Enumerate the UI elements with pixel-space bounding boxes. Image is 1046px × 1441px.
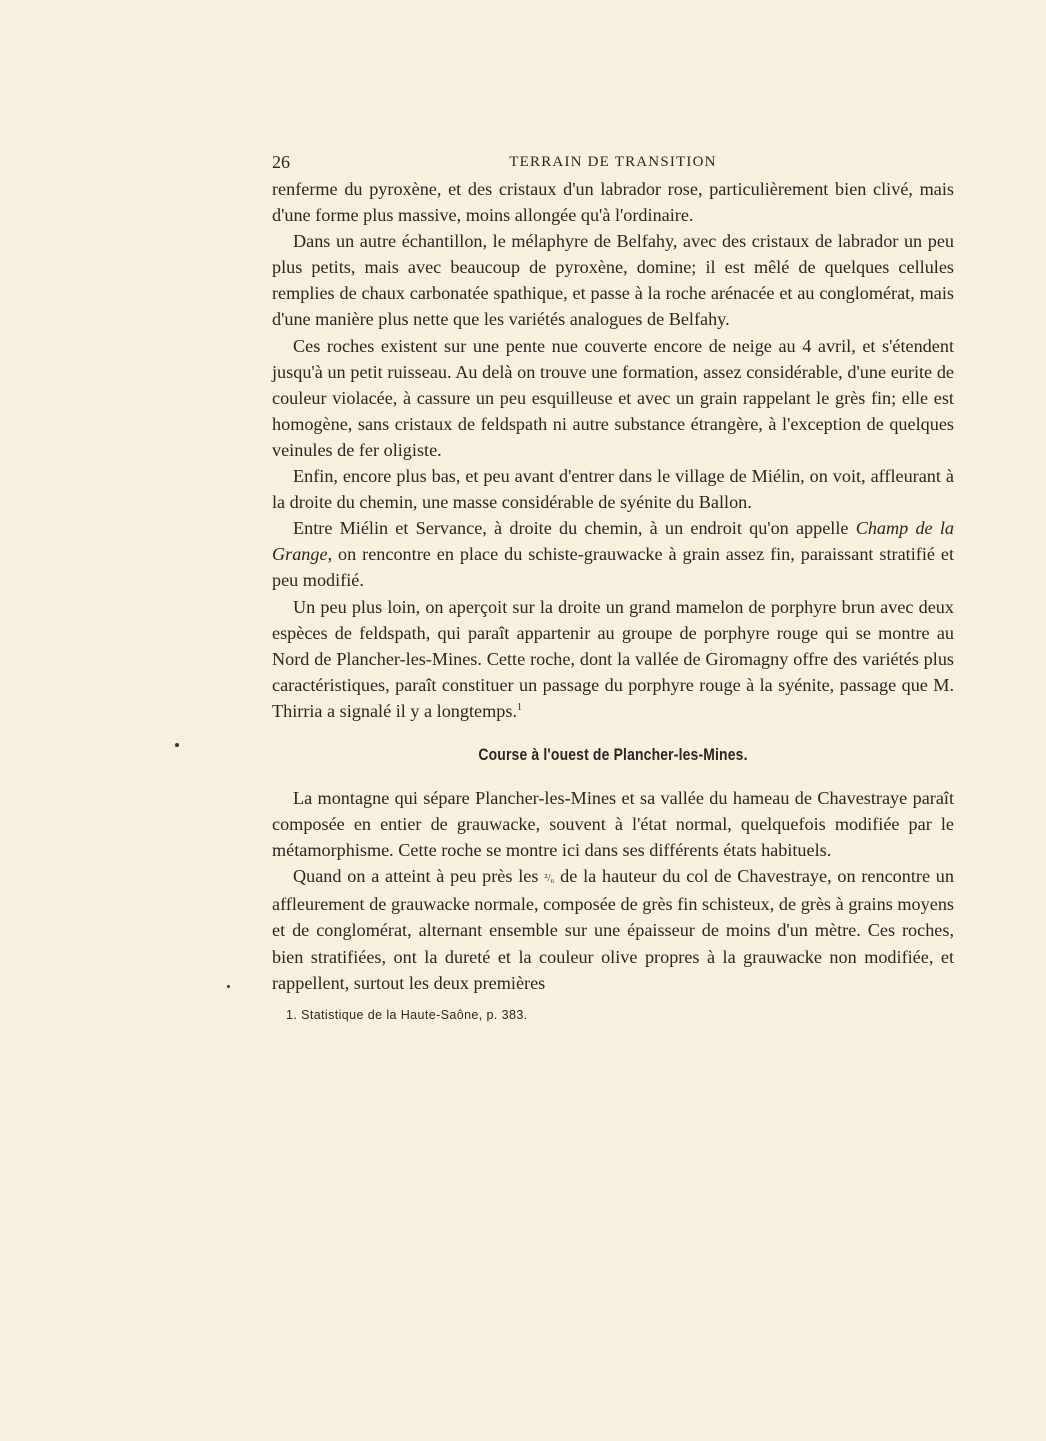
fraction: ²/₆ <box>544 872 555 885</box>
margin-speck <box>227 985 230 988</box>
text-run: Entre Miélin et Servance, à droite du chemin, à un endroit qu'on appelle <box>293 518 856 539</box>
italic-place-name: Champ de la Grange <box>272 518 954 565</box>
footnote-marker: 1 <box>516 701 522 713</box>
text-run: de la hauteur du col de Chavestraye, on rencontre un affleurement de grauwacke normale, composée de grès fin schisteux, de grès à grains moyens et de conglomérat, alternant ensemble sur une épaisseur de moins d'un mètre. Ces roches, bien stratifiées, ont la dureté et la couleur olive propres à la grauwacke non modifiée, et rappellent, surtout les deux premières <box>272 866 954 993</box>
text-run: renferme du pyroxène, et des cristaux d'un labrador rose, particulièrement bien clivé, mais d'une forme plus massive, moins allongée qu'à l'ordinaire. <box>272 179 954 226</box>
text-run: , on rencontre en place du schiste-grauwacke à grain assez fin, paraissant stratifié et peu modifié. <box>272 544 954 591</box>
paragraph <box>272 594 954 724</box>
footnote: 1. Statistique de la Haute-Saône, p. 383. <box>286 1007 528 1022</box>
paragraph <box>272 515 954 593</box>
margin-speck <box>175 743 179 747</box>
paragraph <box>272 785 954 863</box>
paragraph <box>272 176 954 228</box>
running-head <box>272 150 954 176</box>
paragraphs-before-heading <box>272 176 954 724</box>
paragraph <box>272 228 954 332</box>
paragraph <box>272 463 954 515</box>
text-run: La montagne qui sépare Plancher-les-Mines et sa vallée du hameau de Chavestraye paraît composée en entier de grauwacke, souvent à l'état normal, quelquefois modifiée par le métamorphisme. Cette roche se montre ici dans ses différents états habituels. <box>272 787 954 861</box>
section-heading: Course à l'ouest de Plancher-les-Mines. <box>478 744 748 764</box>
running-title: TERRAIN DE TRANSITION <box>509 154 717 170</box>
paragraph <box>272 863 954 995</box>
text-run: Dans un autre échantillon, le mélaphyre de Belfahy, avec des cristaux de labrador un peu plus petits, mais avec beaucoup de pyroxène, domine; il est mêlé de quelques cellules remplies de chaux carbonatée spathique, et passe à la roche arénacée et au conglomérat, mais d'une manière plus nette que les variétés analogues de Belfahy. <box>272 231 954 330</box>
text-run: Un peu plus loin, on aperçoit sur la droite un grand mamelon de porphyre brun avec deux espèces de feldspath, qui paraît appartenir au groupe de porphyre rouge qui se montre au Nord de Plancher-les-Mines. Cette roche, dont la vallée de Giromagny offre des variétés plus caractéristiques, paraît constituer un passage du porphyre rouge à la syénite, passage que M. Thirria a signalé il y a longtemps. <box>272 596 954 721</box>
paragraph <box>272 333 954 463</box>
text-run: Enfin, encore plus bas, et peu avant d'entrer dans le village de Miélin, on voit, affleurant à la droite du chemin, une masse considérable de syénite du Ballon. <box>272 466 954 513</box>
text-run: Ces roches existent sur une pente nue couverte encore de neige au 4 avril, et s'étendent jusqu'à un petit ruisseau. Au delà on trouve une formation, assez considérable, d'une eurite de couleur violacée, à cassure un peu esquilleuse et avec un grain rappelant le grès fin; elle est homogène, sans cristaux de feldspath ni autre substance étrangère, à l'exception de quelques veinules de fer oligiste. <box>272 335 954 460</box>
paragraphs-after-heading <box>272 785 954 996</box>
page-number: 26 <box>272 152 290 172</box>
body-text <box>272 176 954 996</box>
book-page <box>272 150 954 1024</box>
text-run: Quand on a atteint à peu près les <box>293 866 545 887</box>
